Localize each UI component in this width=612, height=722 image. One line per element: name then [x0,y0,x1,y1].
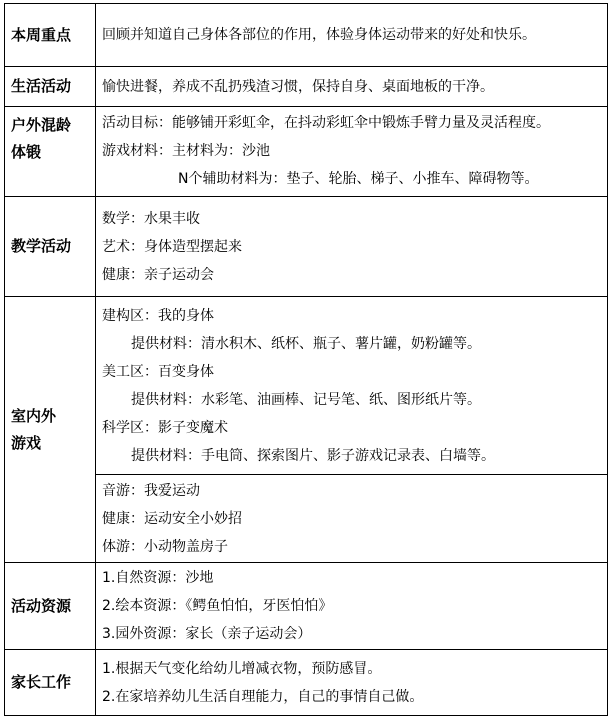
content-teaching-activity [96,197,608,297]
content-life-activity [96,67,608,107]
outdoor-goal: 活动目标：能够铺开彩虹伞，在抖动彩虹伞中锻炼手臂力量及灵活程度。 [102,115,550,131]
row-parent-work [5,650,608,716]
label-life-activity: 生活活动 [5,67,96,107]
label-outdoor-exercise [5,107,96,197]
life-activity-text: 愉快进餐，养成不乱扔残渣习惯，保持自身、桌面地板的干净。 [102,78,494,95]
zone-materials: 提供材料：手电筒、探索图片、影子游戏记录表、白墙等。 [131,447,495,464]
zone-materials: 提供材料：水彩笔、油画棒、记号笔、纸、图形纸片等。 [131,391,481,408]
resource-item: 2.绘本资源：《鳄鱼怕怕，牙医怕怕》 [102,598,333,614]
label-games-line2: 游戏 [11,433,42,452]
row-teaching-activity [5,197,608,297]
label-teaching-activity: 教学活动 [5,197,96,297]
game-pe: 体游：小动物盖房子 [102,538,228,555]
teaching-item: 健康：亲子运动会 [102,266,214,283]
content-activity-resources [96,563,608,650]
teaching-item: 数学：水果丰收 [102,210,200,227]
content-games-others [96,475,608,563]
game-music: 音游：我爱运动 [102,482,200,499]
weekly-focus-text: 回顾并知道自己身体各部位的作用，体验身体运动带来的好处和快乐。 [102,27,536,43]
row-life-activity [5,67,608,107]
zone-materials: 提供材料：清水积木、纸杯、瓶子、薯片罐，奶粉罐等。 [131,335,481,352]
parent-item: 2.在家培养幼儿生活自理能力，自己的事情自己做。 [102,688,424,705]
zone-art: 美工区：百变身体 [102,363,214,380]
content-games-zones [96,297,608,475]
label-outdoor-line1: 户外混龄 [11,116,72,134]
content-weekly-focus [96,4,608,67]
outdoor-materials: 游戏材料：主材料为：沙池 [102,143,270,159]
label-activity-resources: 活动资源 [5,563,96,650]
weekly-plan-table [4,3,608,716]
content-parent-work [96,650,608,716]
resource-item: 3.园外资源：家长（亲子运动会） [102,626,312,642]
outdoor-aux-materials: N个辅助材料为：垫子、轮胎、梯子、小推车、障碍物等。 [178,171,539,187]
parent-item: 1.根据天气变化给幼儿增减衣物，预防感冒。 [102,660,382,677]
row-weekly-focus [5,4,608,67]
label-games [5,297,96,563]
label-games-line1: 室内外 [11,406,57,425]
row-activity-resources [5,563,608,650]
row-outdoor-exercise [5,107,608,197]
zone-construction: 建构区：我的身体 [102,307,214,324]
game-health: 健康：运动安全小妙招 [102,510,242,527]
resource-item: 1.自然资源：沙地 [102,570,214,586]
label-weekly-focus: 本周重点 [5,4,96,67]
label-outdoor-line2: 体锻 [11,143,42,161]
teaching-item: 艺术：身体造型摆起来 [102,238,242,255]
row-games-others [5,475,608,563]
label-parent-work: 家长工作 [5,650,96,716]
row-games-zones [5,297,608,475]
content-outdoor-exercise [96,107,608,197]
zone-science: 科学区：影子变魔术 [102,419,228,436]
